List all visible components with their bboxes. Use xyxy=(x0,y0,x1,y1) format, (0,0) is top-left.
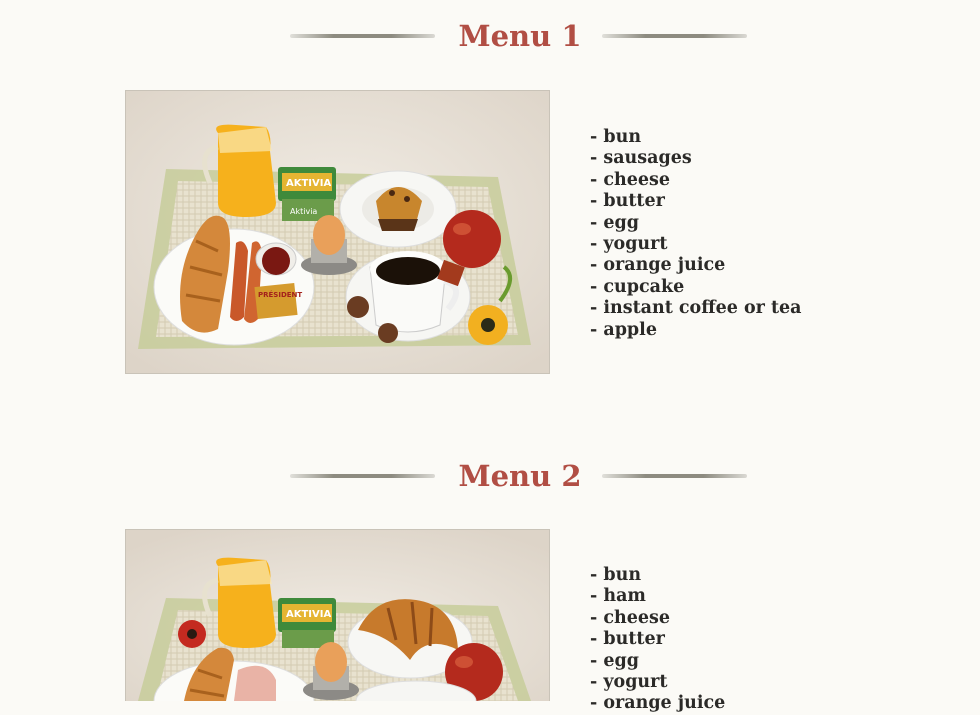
list-item: - cheese xyxy=(590,170,802,191)
heading-rule-right xyxy=(602,474,747,478)
list-item: - bun xyxy=(590,127,802,148)
menu-2-title: Menu 2 xyxy=(458,459,582,493)
list-item: - cupcake xyxy=(590,277,802,298)
list-item: - orange juice xyxy=(590,693,725,714)
list-item: - egg xyxy=(590,213,802,234)
list-item: - egg xyxy=(590,651,725,672)
list-item: - apple xyxy=(590,320,802,341)
list-item: - orange juice xyxy=(590,255,802,276)
list-item: - instant coffee or tea xyxy=(590,298,802,319)
heading-rule-left xyxy=(290,474,435,478)
menu-2-item-list xyxy=(590,565,725,715)
menu-1-item-list xyxy=(590,127,802,341)
yogurt-brand-label: AKTIVIA xyxy=(286,609,332,620)
list-item: - yogurt xyxy=(590,672,725,693)
list-item: - yogurt xyxy=(590,234,802,255)
list-item: - cheese xyxy=(590,608,725,629)
heading-rule-left xyxy=(290,34,435,38)
menu-1-photo xyxy=(125,90,550,374)
list-item: - butter xyxy=(590,629,725,650)
yogurt-sub-label: Aktivia xyxy=(290,207,318,216)
list-item: - butter xyxy=(590,191,802,212)
butter-brand-label: PRÉSIDENT xyxy=(258,291,303,299)
menu-1-heading xyxy=(0,16,980,56)
list-item: - bun xyxy=(590,565,725,586)
menu-1-title: Menu 1 xyxy=(458,19,582,53)
list-item: - sausages xyxy=(590,148,802,169)
heading-rule-right xyxy=(602,34,747,38)
list-item: - ham xyxy=(590,586,725,607)
yogurt-brand-label: AKTIVIA xyxy=(286,178,332,189)
menu-2-photo xyxy=(125,529,550,701)
menu-2-heading xyxy=(0,456,980,496)
